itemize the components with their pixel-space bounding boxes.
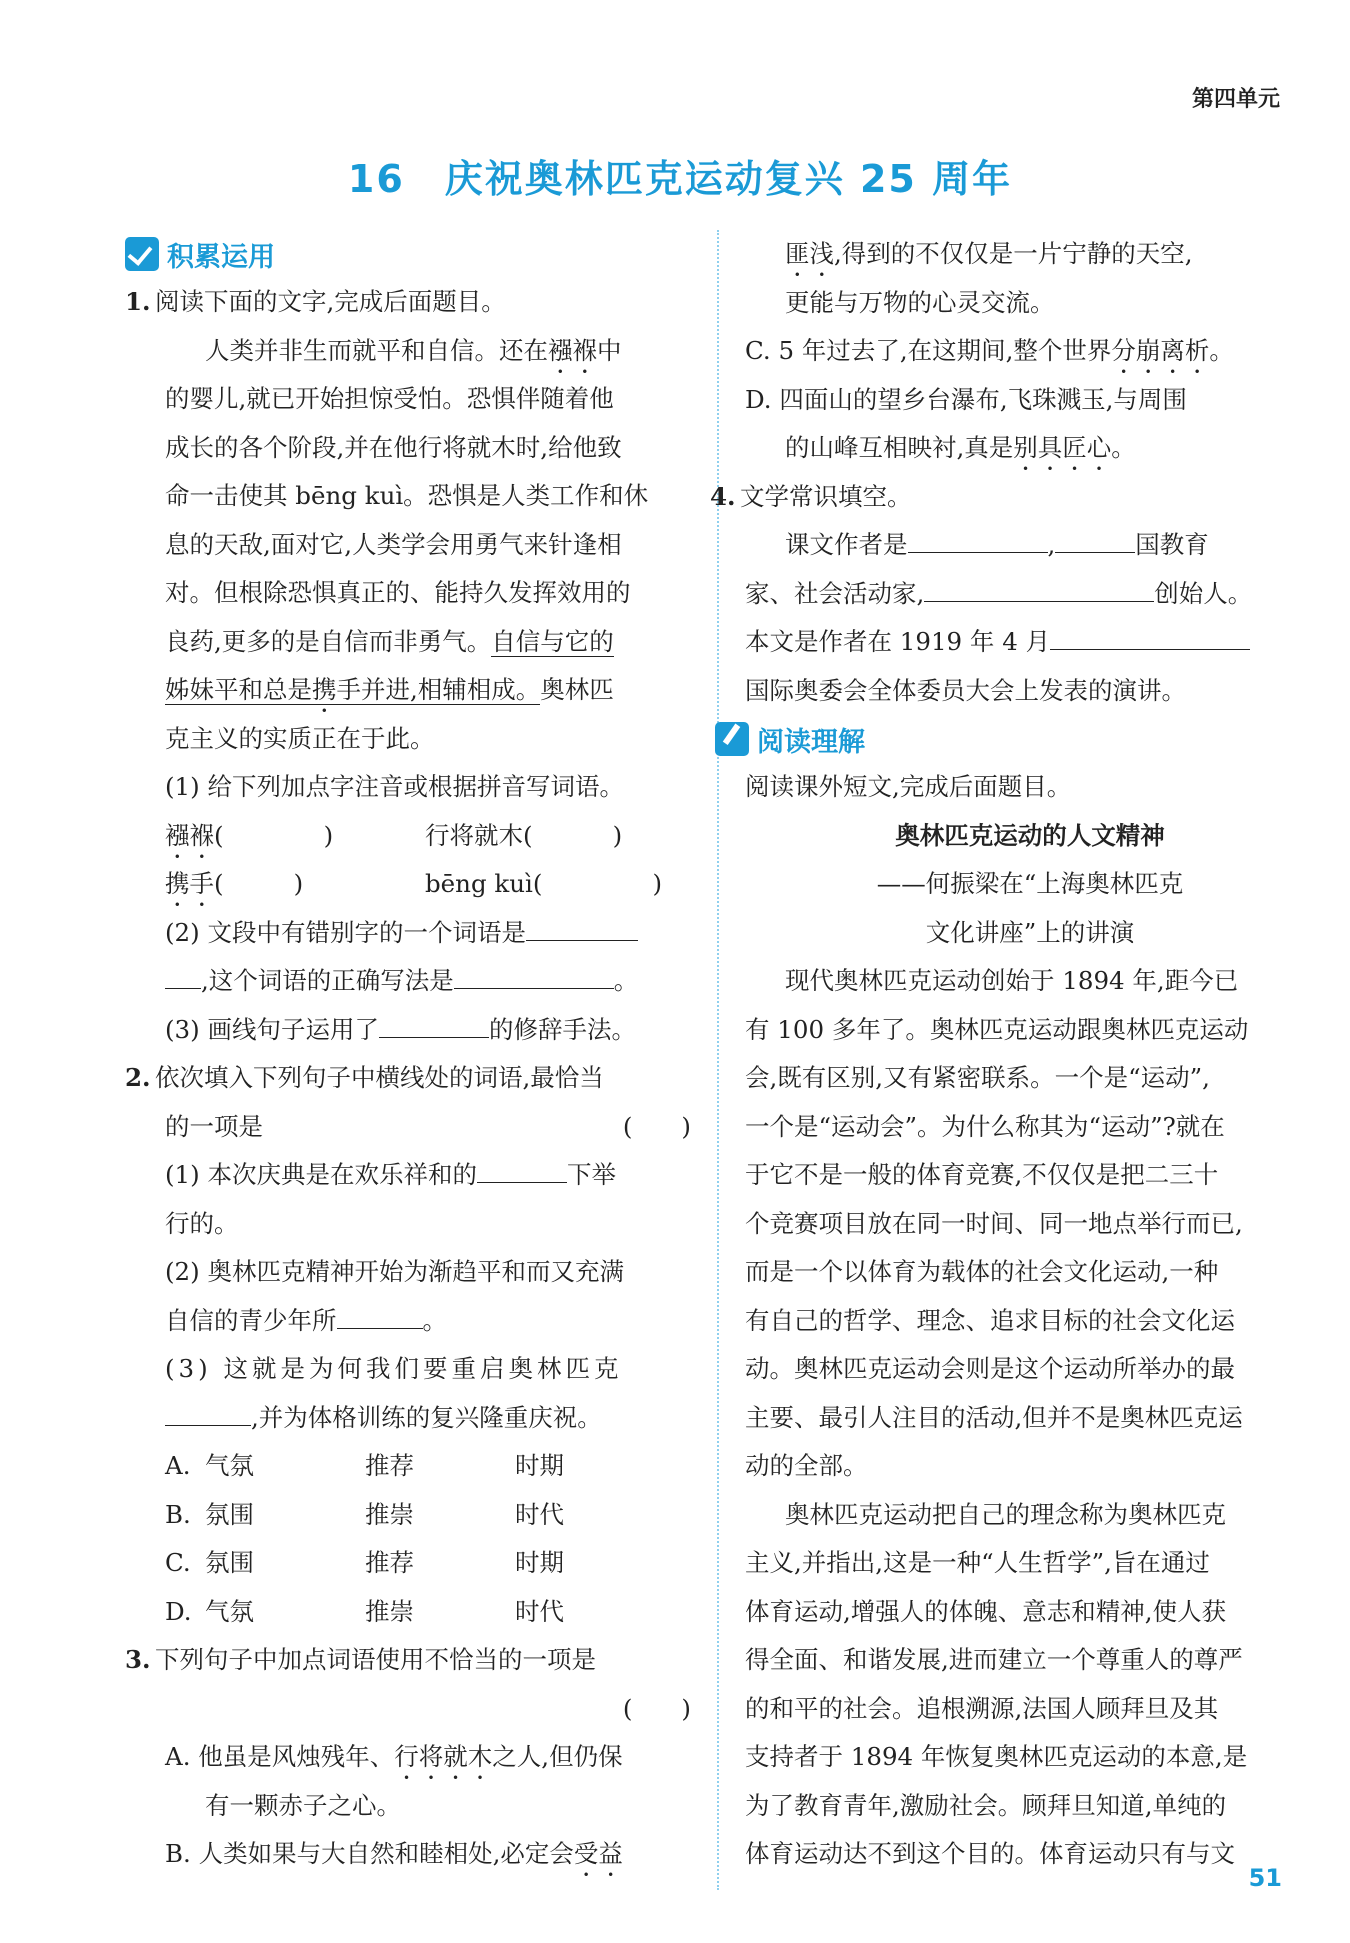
question-text: (2) 文段中有错别字的一个词语是 xyxy=(165,917,526,947)
passage-line: 息的天敌,面对它,人类学会用勇气来针逢相 xyxy=(165,529,622,559)
pinyin-label: bēng kuì( xyxy=(425,869,543,898)
article-line: 奥林匹克运动把自己的理念称为奥林匹克 xyxy=(785,1499,1226,1529)
article-line: 的和平的社会。追根溯源,法国人顾拜旦及其 xyxy=(745,1693,1219,1723)
option-b-cont xyxy=(745,230,1315,279)
question-text: 阅读下面的文字,完成后面题目。 xyxy=(155,287,506,316)
answer-blank[interactable] xyxy=(337,1298,423,1329)
punct: , xyxy=(1047,530,1056,559)
sub-question-1: (1) 给下列加点字注音或根据拼音写词语。 xyxy=(165,772,624,801)
sentence-2-cont xyxy=(125,1297,695,1346)
unit-label: 第四单元 xyxy=(1191,87,1280,112)
answer-blank[interactable] xyxy=(477,1152,567,1183)
option-b[interactable] xyxy=(125,1830,695,1879)
underlined-sentence: 手并进,相辅相成。 xyxy=(336,675,541,704)
article-line: 体育运动达不到这个目的。体育运动只有与文 xyxy=(745,1839,1235,1868)
passage-text: 中 xyxy=(597,335,622,365)
option-b-cont: 更能与万物的心灵交流。 xyxy=(785,287,1055,317)
dotted-word: 襁褓( xyxy=(165,820,224,850)
article-line: 主要、最引人注目的活动,但并不是奥林匹克运 xyxy=(745,1402,1243,1432)
answer-blank[interactable] xyxy=(526,910,638,941)
question-number: 1. xyxy=(125,287,151,316)
option-label: A. xyxy=(165,1451,191,1480)
option-w2: 推荐 xyxy=(365,1548,414,1577)
paren-close: ) xyxy=(323,820,334,850)
checkbox-icon xyxy=(125,237,159,271)
question-text: (3) 画线句子运用了 xyxy=(165,1014,379,1044)
dotted-word: 别具匠心 xyxy=(1013,433,1112,462)
article-line: 有 100 多年了。奥林匹克运动跟奥林匹克运动 xyxy=(745,1014,1249,1044)
sub-question-2-cont xyxy=(125,957,695,1006)
sentence-2: (2) 奥林匹克精神开始为渐趋平和而又充满 xyxy=(165,1257,624,1286)
dotted-word: 受益 xyxy=(573,1839,623,1868)
pinyin-row xyxy=(125,812,695,861)
option-label: B. xyxy=(165,1499,191,1529)
article-line: 动。奥林匹克运动会则是这个运动所举办的最 xyxy=(745,1354,1235,1383)
sentence-1-cont: 行的。 xyxy=(165,1208,239,1238)
option-w1: 气氛 xyxy=(205,1451,254,1480)
question-4-line: 国际奥委会全体委员大会上发表的演讲。 xyxy=(745,675,1186,705)
answer-blank[interactable] xyxy=(1055,522,1135,553)
passage-line: 的婴儿,就已开始担惊受怕。恐惧伴随着他 xyxy=(165,384,614,413)
question-text: 的一项是 xyxy=(165,1111,263,1141)
article-line: 于它不是一般的体育竞赛,不仅仅是把二三十 xyxy=(745,1160,1219,1189)
option-row[interactable] xyxy=(125,1491,695,1540)
option-text: C. 5 年过去了,在这期间,整个世界 xyxy=(745,336,1112,365)
passage-line: 命一击使其 bēng kuì。恐惧是人类工作和休 xyxy=(165,481,649,510)
punct: 。 xyxy=(613,966,639,995)
paren-close: ) xyxy=(293,869,304,898)
punct: 。 xyxy=(422,1305,447,1335)
passage-line: 成长的各个阶段,并在他行将就木时,给他致 xyxy=(165,432,622,462)
answer-paren[interactable]: ( ) xyxy=(622,1111,691,1141)
option-w2: 推崇 xyxy=(365,1499,414,1529)
passage-line: 克主义的实质正在于此。 xyxy=(165,723,435,753)
article-line: 得全面、和谐发展,进而建立一个尊重人的尊严 xyxy=(745,1645,1243,1674)
article-line: 为了教育青年,激励社会。顾拜旦知道,单纯的 xyxy=(745,1790,1227,1820)
option-c[interactable] xyxy=(745,327,1315,376)
article-line: 现代奥林匹克运动创始于 1894 年,距今已 xyxy=(785,966,1239,995)
answer-blank[interactable] xyxy=(379,1007,489,1038)
option-a[interactable] xyxy=(125,1733,695,1782)
article-line: 而是一个以体育为载体的社会文化运动,一种 xyxy=(745,1257,1219,1286)
question-text: ,这个词语的正确写法是 xyxy=(201,966,454,995)
article-line: 有自己的哲学、理念、追求目标的社会文化运 xyxy=(745,1305,1235,1335)
option-text: 之人,但仍保 xyxy=(492,1742,623,1771)
option-d-cont xyxy=(745,424,1315,473)
option-label: C. xyxy=(165,1548,191,1577)
passage-text: 良药,更多的是自信而非勇气。 xyxy=(165,626,492,656)
article-byline: ——何振梁在“上海奥林匹克 xyxy=(876,869,1184,898)
article-paragraph-1 xyxy=(745,957,1315,1491)
paren-close: ) xyxy=(652,869,663,898)
sentence-text: 下举 xyxy=(567,1160,616,1189)
pinyin-row xyxy=(125,860,695,909)
option-w2: 推崇 xyxy=(365,1596,414,1626)
question-2-stem-cont xyxy=(125,1103,695,1152)
article-title: 奥林匹克运动的人文精神 xyxy=(895,820,1165,850)
lesson-number: 16 xyxy=(347,157,405,201)
article-byline: 文化讲座”上的讲演 xyxy=(925,917,1135,947)
punct: 。 xyxy=(1209,336,1234,365)
sentence-1 xyxy=(125,1151,695,1200)
question-text: 下列句子中加点词语使用不恰当的一项是 xyxy=(155,1645,596,1674)
option-w3: 时期 xyxy=(515,1548,564,1577)
answer-blank[interactable] xyxy=(454,958,614,989)
article-line: 个竞赛项目放在同一时间、同一地点举行而已, xyxy=(745,1208,1243,1238)
sentence-3-cont xyxy=(125,1394,695,1443)
article-line: 体育运动,增强人的体魄、意志和精神,使人获 xyxy=(745,1596,1227,1626)
underlined-sentence: 自信与它的 xyxy=(491,626,614,656)
sub-question-2 xyxy=(125,909,695,958)
option-text: ,得到的不仅仅是一片宁静的天空, xyxy=(834,239,1193,268)
lesson-title xyxy=(20,148,1340,203)
option-a-cont: 有一颗赤子之心。 xyxy=(205,1790,401,1820)
section-heading-text: 积累运用 xyxy=(167,241,275,273)
option-w3: 时代 xyxy=(515,1596,564,1626)
question-3-paren-row xyxy=(125,1685,695,1734)
answer-blank[interactable] xyxy=(165,958,201,989)
question-4-line xyxy=(745,570,1315,619)
option-label: D. xyxy=(165,1596,192,1626)
dotted-word: 携 xyxy=(312,675,337,704)
option-row[interactable] xyxy=(125,1442,695,1491)
dotted-word: 襁褓 xyxy=(548,335,597,365)
question-4-line xyxy=(745,618,1315,667)
section-heading-text: 阅读理解 xyxy=(757,726,865,758)
section-heading-reading xyxy=(715,715,1315,763)
question-number: 4. xyxy=(710,481,736,511)
sentence-text: ,并为体格训练的复兴隆重庆祝。 xyxy=(251,1402,602,1432)
question-text: 课文作者是 xyxy=(785,530,908,559)
lesson-title-text: 庆祝奥林匹克运动复兴 25 周年 xyxy=(444,157,1013,201)
article-line: 主义,并指出,这是一种“人生哲学”,旨在通过 xyxy=(745,1548,1210,1577)
passage-line xyxy=(125,666,695,715)
underlined-sentence: 姊妹平和总是 xyxy=(165,675,312,704)
article-line: 动的全部。 xyxy=(745,1451,868,1480)
option-w2: 推荐 xyxy=(365,1451,414,1480)
question-text: 国教育 xyxy=(1135,530,1209,559)
article-paragraph-2 xyxy=(745,1491,1315,1879)
dotted-word: 匪浅 xyxy=(785,239,834,268)
article-line: 一个是“运动会”。为什么称其为“运动”?就在 xyxy=(745,1111,1225,1141)
reading-intro: 阅读课外短文,完成后面题目。 xyxy=(745,772,1072,801)
question-3-stem xyxy=(125,1636,695,1685)
article-line: 会,既有区别,又有紧密联系。一个是“运动”, xyxy=(745,1063,1210,1092)
sub-question-3 xyxy=(125,1006,695,1055)
question-1-stem xyxy=(125,278,695,327)
answer-blank[interactable] xyxy=(908,522,1048,553)
option-w3: 时代 xyxy=(515,1499,564,1529)
right-column xyxy=(710,230,1315,1879)
question-2-stem xyxy=(125,1054,695,1103)
question-number: 2. xyxy=(125,1063,151,1092)
workbook-page xyxy=(20,20,1340,1930)
answer-blank[interactable] xyxy=(1050,619,1250,650)
question-text: 创始人。 xyxy=(1154,578,1253,608)
answer-paren[interactable]: ( ) xyxy=(622,1693,691,1723)
question-text: 本文是作者在 1919 年 4 月 xyxy=(745,627,1051,656)
option-d[interactable]: D. 四面山的望乡台瀑布,飞珠溅玉,与周围 xyxy=(745,384,1187,414)
passage-text: 人类并非生而就平和自信。还在 xyxy=(205,335,548,365)
sentence-3: (3) 这就是为何我们要重启奥林匹克 xyxy=(165,1354,623,1383)
question-4-line xyxy=(745,521,1315,570)
option-text: B. 人类如果与大自然和睦相处,必定会 xyxy=(165,1839,574,1868)
paren-close: ) xyxy=(612,820,623,850)
sentence-text: 自信的青少年所 xyxy=(165,1305,337,1335)
passage-text: 奥林匹 xyxy=(540,675,614,704)
answer-blank[interactable] xyxy=(165,1395,251,1426)
passage-line xyxy=(125,327,695,376)
page-number: 51 xyxy=(1248,1864,1282,1892)
dotted-word: 分崩离析 xyxy=(1111,336,1210,365)
option-w1: 氛围 xyxy=(205,1499,254,1529)
question-text: 文学常识填空。 xyxy=(740,481,912,511)
dotted-word: 行将就木 xyxy=(394,1742,493,1771)
passage-line xyxy=(125,618,695,667)
section-heading-accumulate xyxy=(125,230,695,278)
question-text: 依次填入下列句子中横线处的词语,最恰当 xyxy=(155,1063,604,1092)
question-2-options xyxy=(125,1442,695,1636)
passage-line: 对。但根除恐惧真正的、能持久发挥效用的 xyxy=(165,578,631,607)
answer-blank[interactable] xyxy=(924,571,1154,602)
question-4-stem xyxy=(710,473,1315,522)
option-w3: 时期 xyxy=(515,1451,564,1480)
option-w1: 气氛 xyxy=(205,1596,254,1626)
sentence-text: (1) 本次庆典是在欢乐祥和的 xyxy=(165,1160,477,1189)
word-label: 行将就木( xyxy=(425,820,533,850)
option-row[interactable] xyxy=(125,1588,695,1637)
pen-icon xyxy=(715,722,749,756)
option-w1: 氛围 xyxy=(205,1548,254,1577)
question-text: 家、社会活动家, xyxy=(745,578,925,608)
dotted-word: 携手( xyxy=(165,869,224,898)
question-number: 3. xyxy=(125,1645,151,1674)
punct: 。 xyxy=(1111,433,1136,462)
option-row[interactable] xyxy=(125,1539,695,1588)
left-column xyxy=(125,230,695,1879)
option-text: A. 他虽是风烛残年、 xyxy=(165,1742,395,1771)
option-text: 的山峰互相映衬,真是 xyxy=(785,433,1014,462)
question-text: 的修辞手法。 xyxy=(489,1014,636,1044)
article-line: 支持者于 1894 年恢复奥林匹克运动的本意,是 xyxy=(745,1742,1248,1771)
